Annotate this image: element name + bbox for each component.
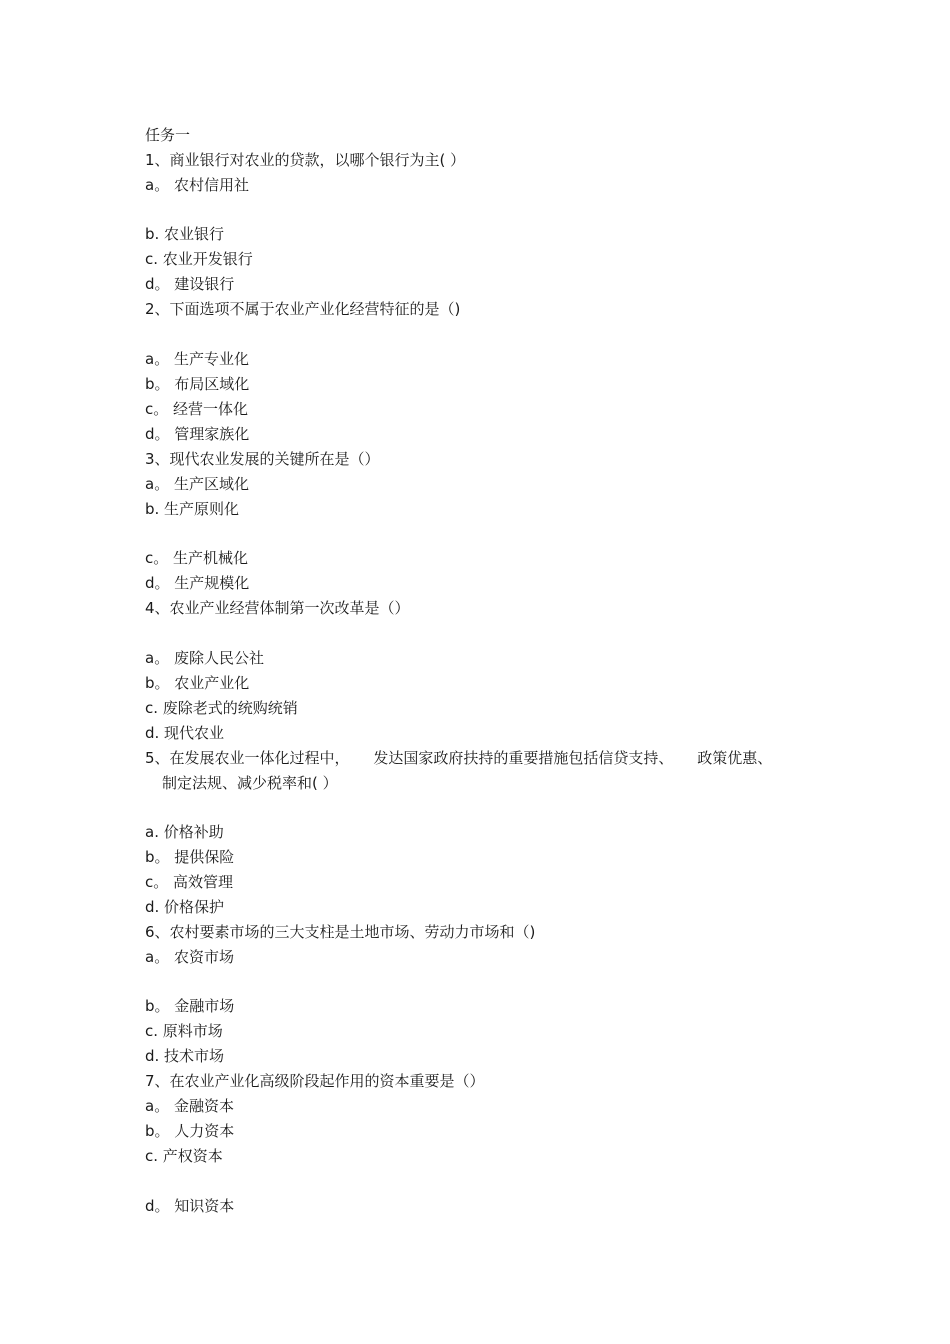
question-3-option-b: b. 生产原则化 bbox=[145, 500, 240, 518]
question-1-option-b: b. 农业银行 bbox=[145, 225, 225, 243]
question-1-option-d: d。 建设银行 bbox=[145, 275, 235, 293]
question-7-option-b: b。 人力资本 bbox=[145, 1122, 235, 1140]
question-3-option-d: d。 生产规模化 bbox=[145, 574, 250, 592]
question-4-option-c: c. 废除老式的统购统销 bbox=[145, 699, 298, 717]
question-5-option-b: b。 提供保险 bbox=[145, 848, 235, 866]
question-5-option-c: c。 高效管理 bbox=[145, 873, 234, 891]
question-7-option-c: c. 产权资本 bbox=[145, 1147, 223, 1165]
question-2-option-d: d。 管理家族化 bbox=[145, 425, 250, 443]
question-5-stem-line-1: 5、在发展农业一体化过程中， 发达国家政府扶持的重要措施包括信贷支持、 政策优惠、 bbox=[145, 749, 773, 767]
question-2-option-a: a。 生产专业化 bbox=[145, 350, 249, 368]
question-6-option-c: c. 原料市场 bbox=[145, 1022, 223, 1040]
question-3-option-c: c。 生产机械化 bbox=[145, 549, 249, 567]
question-1-option-c: c. 农业开发银行 bbox=[145, 250, 253, 268]
question-6-option-d: d. 技术市场 bbox=[145, 1047, 225, 1065]
question-2-option-b: b。 布局区域化 bbox=[145, 375, 250, 393]
question-5-option-d: d. 价格保护 bbox=[145, 898, 225, 916]
question-3-stem: 3、现代农业发展的关键所在是（） bbox=[145, 450, 380, 468]
page-title: 任务一 bbox=[145, 126, 191, 144]
question-5-option-a: a. 价格补助 bbox=[145, 823, 224, 841]
question-4-stem: 4、农业产业经营体制第一次改革是（） bbox=[145, 599, 410, 617]
question-4-option-b: b。 农业产业化 bbox=[145, 674, 250, 692]
question-5-stem-line-2: 制定法规、减少税率和( ） bbox=[162, 774, 338, 792]
question-3-option-a: a。 生产区域化 bbox=[145, 475, 249, 493]
question-6-option-a: a。 农资市场 bbox=[145, 948, 234, 966]
question-7-option-d: d。 知识资本 bbox=[145, 1197, 235, 1215]
question-7-stem: 7、在农业产业化高级阶段起作用的资本重要是（） bbox=[145, 1072, 485, 1090]
question-1-option-a: a。 农村信用社 bbox=[145, 176, 249, 194]
question-2-stem: 2、下面选项不属于农业产业化经营特征的是（) bbox=[145, 300, 461, 318]
question-4-option-d: d. 现代农业 bbox=[145, 724, 225, 742]
question-7-option-a: a。 金融资本 bbox=[145, 1097, 234, 1115]
question-2-option-c: c。 经营一体化 bbox=[145, 400, 249, 418]
question-1-stem: 1、商业银行对农业的贷款，以哪个银行为主( ） bbox=[145, 151, 466, 169]
question-6-option-b: b。 金融市场 bbox=[145, 997, 235, 1015]
question-4-option-a: a。 废除人民公社 bbox=[145, 649, 264, 667]
question-6-stem: 6、农村要素市场的三大支柱是土地市场、劳动力市场和（) bbox=[145, 923, 536, 941]
